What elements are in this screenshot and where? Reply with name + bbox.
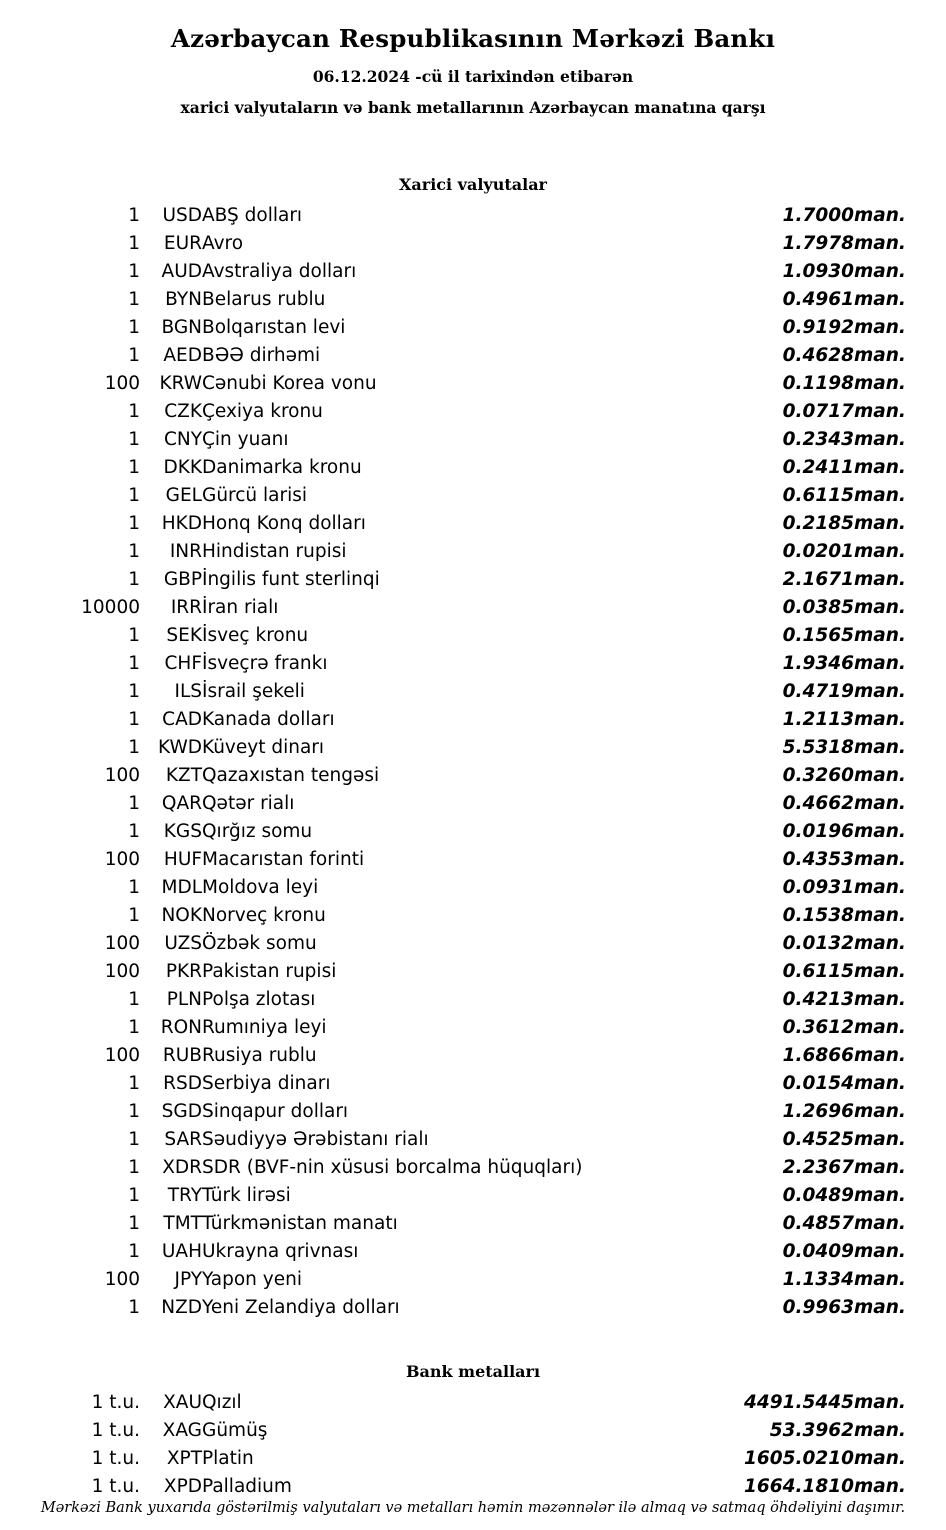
row-amount: 1 bbox=[128, 457, 140, 478]
table-row bbox=[30, 1070, 916, 1098]
row-amount: 100 bbox=[104, 373, 140, 394]
table-row bbox=[30, 258, 916, 286]
row-currency-name: Ukrayna qrivnası bbox=[202, 1241, 359, 1262]
row-unit: man. bbox=[854, 989, 906, 1010]
row-currency-name: Sinqapur dolları bbox=[202, 1101, 349, 1122]
table-row bbox=[30, 902, 916, 930]
table-row bbox=[30, 202, 916, 230]
table-row bbox=[30, 510, 916, 538]
page-title: Azərbaycan Respublikasının Mərkəzi Bankı bbox=[170, 24, 776, 53]
row-currency-code: GEL bbox=[165, 485, 202, 506]
row-currency-name: Rusiya rublu bbox=[202, 1045, 317, 1066]
row-rate: 0.9963 bbox=[782, 1297, 854, 1318]
row-unit: man. bbox=[854, 1420, 906, 1441]
row-rate: 2.1671 bbox=[782, 569, 854, 590]
row-unit: man. bbox=[854, 373, 906, 394]
row-amount: 1 bbox=[128, 653, 140, 674]
row-amount: 1 bbox=[128, 513, 140, 534]
row-currency-name: Norveç kronu bbox=[202, 905, 326, 926]
row-currency-name: Belarus rublu bbox=[202, 289, 326, 310]
row-currency-code: XDR bbox=[162, 1157, 202, 1178]
row-currency-name: Bolqarıstan levi bbox=[202, 317, 346, 338]
metal-rates-table bbox=[30, 1389, 916, 1501]
row-rate: 0.2411 bbox=[782, 457, 854, 478]
row-rate: 0.2185 bbox=[782, 513, 854, 534]
row-currency-code: CNY bbox=[163, 429, 202, 450]
table-row bbox=[30, 1417, 916, 1445]
row-rate: 0.9192 bbox=[782, 317, 854, 338]
table-row bbox=[30, 874, 916, 902]
row-rate: 1.0930 bbox=[782, 261, 854, 282]
row-unit: man. bbox=[854, 485, 906, 506]
row-currency-name: Serbiya dinarı bbox=[202, 1073, 331, 1094]
row-rate: 0.0717 bbox=[782, 401, 854, 422]
row-currency-name: Səudiyyə Ərəbistanı rialı bbox=[202, 1129, 429, 1150]
row-unit: man. bbox=[854, 429, 906, 450]
row-currency-name: Danimarka kronu bbox=[202, 457, 362, 478]
row-unit: man. bbox=[854, 737, 906, 758]
row-currency-code: EUR bbox=[163, 233, 202, 254]
table-row bbox=[30, 370, 916, 398]
row-amount: 1 bbox=[128, 1129, 140, 1150]
row-amount: 1 bbox=[128, 429, 140, 450]
row-currency-name: BƏƏ dirhəmi bbox=[202, 345, 321, 366]
row-unit: man. bbox=[854, 933, 906, 954]
section-title-currencies: Xarici valyutalar bbox=[399, 175, 547, 194]
table-row bbox=[30, 706, 916, 734]
row-currency-code: NOK bbox=[161, 905, 202, 926]
row-currency-code: XPD bbox=[163, 1476, 202, 1497]
row-rate: 0.6115 bbox=[782, 961, 854, 982]
row-rate: 1.6866 bbox=[782, 1045, 854, 1066]
row-currency-name: Gümüş bbox=[202, 1420, 268, 1441]
row-rate: 1664.1810 bbox=[743, 1476, 854, 1497]
table-row bbox=[30, 1266, 916, 1294]
row-amount: 1 bbox=[128, 261, 140, 282]
row-amount: 1 t.u. bbox=[91, 1392, 140, 1413]
row-unit: man. bbox=[854, 1101, 906, 1122]
table-row bbox=[30, 426, 916, 454]
row-currency-code: MDL bbox=[161, 877, 202, 898]
row-unit: man. bbox=[854, 1129, 906, 1150]
row-unit: man. bbox=[854, 765, 906, 786]
row-amount: 100 bbox=[104, 849, 140, 870]
row-amount: 100 bbox=[104, 765, 140, 786]
table-row bbox=[30, 1042, 916, 1070]
row-rate: 2.2367 bbox=[782, 1157, 854, 1178]
row-unit: man. bbox=[854, 877, 906, 898]
row-rate: 1.7978 bbox=[782, 233, 854, 254]
row-unit: man. bbox=[854, 541, 906, 562]
row-currency-code: BYN bbox=[165, 289, 202, 310]
row-currency-code: USD bbox=[162, 205, 202, 226]
row-unit: man. bbox=[854, 1017, 906, 1038]
row-unit: man. bbox=[854, 457, 906, 478]
currency-rates-table bbox=[30, 202, 916, 1322]
row-rate: 0.0931 bbox=[782, 877, 854, 898]
row-rate: 0.1538 bbox=[782, 905, 854, 926]
row-rate: 0.4719 bbox=[782, 681, 854, 702]
table-row bbox=[30, 566, 916, 594]
row-currency-name: İngilis funt sterlinqi bbox=[202, 569, 380, 590]
row-currency-name: Moldova leyi bbox=[202, 877, 319, 898]
row-currency-name: Qızıl bbox=[202, 1392, 242, 1413]
row-amount: 1 bbox=[128, 821, 140, 842]
table-row bbox=[30, 1210, 916, 1238]
row-rate: 0.3260 bbox=[782, 765, 854, 786]
row-rate: 0.4662 bbox=[782, 793, 854, 814]
row-rate: 1.9346 bbox=[782, 653, 854, 674]
row-rate: 1605.0210 bbox=[743, 1448, 854, 1469]
row-currency-name: Kanada dolları bbox=[202, 709, 335, 730]
row-currency-name: Rumıniya leyi bbox=[202, 1017, 327, 1038]
row-currency-name: İran rialı bbox=[202, 597, 279, 618]
row-currency-name: Özbək somu bbox=[202, 933, 317, 954]
row-currency-code: SAR bbox=[164, 1129, 202, 1150]
row-currency-name: Macarıstan forinti bbox=[202, 849, 365, 870]
row-unit: man. bbox=[854, 569, 906, 590]
row-rate: 0.4213 bbox=[782, 989, 854, 1010]
table-row bbox=[30, 846, 916, 874]
row-unit: man. bbox=[854, 345, 906, 366]
row-currency-name: Platin bbox=[202, 1448, 254, 1469]
row-currency-name: SDR (BVF-nin xüsusi borcalma hüquqları) bbox=[202, 1157, 583, 1178]
table-row bbox=[30, 1098, 916, 1126]
row-currency-code: PLN bbox=[166, 989, 202, 1010]
row-currency-code: BGN bbox=[161, 317, 202, 338]
row-rate: 0.0409 bbox=[782, 1241, 854, 1262]
row-rate: 53.3962 bbox=[769, 1420, 854, 1441]
row-amount: 1 bbox=[128, 877, 140, 898]
row-currency-code: HUF bbox=[163, 849, 202, 870]
table-row bbox=[30, 1238, 916, 1266]
row-rate: 0.0385 bbox=[782, 597, 854, 618]
row-amount: 1 t.u. bbox=[91, 1476, 140, 1497]
table-row bbox=[30, 230, 916, 258]
row-amount: 1 t.u. bbox=[91, 1420, 140, 1441]
row-unit: man. bbox=[854, 961, 906, 982]
row-rate: 0.2343 bbox=[782, 429, 854, 450]
row-rate: 0.4353 bbox=[782, 849, 854, 870]
row-currency-name: Polşa zlotası bbox=[202, 989, 316, 1010]
row-rate: 0.4525 bbox=[782, 1129, 854, 1150]
row-currency-code: AED bbox=[163, 345, 202, 366]
row-unit: man. bbox=[854, 653, 906, 674]
row-currency-code: UAH bbox=[161, 1241, 202, 1262]
row-currency-code: CAD bbox=[162, 709, 202, 730]
table-row bbox=[30, 818, 916, 846]
row-currency-code: KGS bbox=[163, 821, 202, 842]
row-currency-code: RON bbox=[160, 1017, 202, 1038]
row-amount: 100 bbox=[104, 933, 140, 954]
row-unit: man. bbox=[854, 261, 906, 282]
row-currency-name: Hindistan rupisi bbox=[202, 541, 347, 562]
row-amount: 1 bbox=[128, 1157, 140, 1178]
row-amount: 1 bbox=[128, 569, 140, 590]
table-row bbox=[30, 398, 916, 426]
row-unit: man. bbox=[854, 849, 906, 870]
row-currency-code: TRY bbox=[167, 1185, 202, 1206]
row-rate: 1.7000 bbox=[782, 205, 854, 226]
table-row bbox=[30, 1154, 916, 1182]
row-unit: man. bbox=[854, 1157, 906, 1178]
row-currency-code: XAG bbox=[162, 1420, 202, 1441]
row-unit: man. bbox=[854, 1185, 906, 1206]
row-rate: 0.0201 bbox=[782, 541, 854, 562]
row-rate: 4491.5445 bbox=[743, 1392, 854, 1413]
row-amount: 1 bbox=[128, 205, 140, 226]
table-row bbox=[30, 1014, 916, 1042]
row-currency-name: Çin yuanı bbox=[202, 429, 289, 450]
row-unit: man. bbox=[854, 597, 906, 618]
row-currency-code: SGD bbox=[161, 1101, 202, 1122]
table-row bbox=[30, 622, 916, 650]
table-row bbox=[30, 1445, 916, 1473]
row-amount: 1 bbox=[128, 317, 140, 338]
row-rate: 0.0196 bbox=[782, 821, 854, 842]
row-currency-code: CZK bbox=[164, 401, 202, 422]
row-amount: 1 bbox=[128, 401, 140, 422]
table-row bbox=[30, 734, 916, 762]
row-rate: 1.2113 bbox=[782, 709, 854, 730]
row-amount: 1 t.u. bbox=[91, 1448, 140, 1469]
section-title-metals: Bank metalları bbox=[405, 1362, 541, 1381]
row-unit: man. bbox=[854, 709, 906, 730]
table-row bbox=[30, 454, 916, 482]
row-currency-name: Küveyt dinarı bbox=[202, 737, 325, 758]
row-amount: 1 bbox=[128, 793, 140, 814]
row-currency-name: Cənubi Korea vonu bbox=[202, 373, 377, 394]
row-currency-name: ABŞ dolları bbox=[202, 205, 303, 226]
row-currency-code: AUD bbox=[161, 261, 202, 282]
row-currency-name: Çexiya kronu bbox=[202, 401, 323, 422]
row-currency-name: Honq Konq dolları bbox=[202, 513, 366, 534]
row-amount: 1 bbox=[128, 1185, 140, 1206]
row-rate: 0.0132 bbox=[782, 933, 854, 954]
row-unit: man. bbox=[854, 793, 906, 814]
row-amount: 1 bbox=[128, 485, 140, 506]
row-unit: man. bbox=[854, 1392, 906, 1413]
page-subtitle: xarici valyutaların və bank metallarının Azərbaycan manatına qarşı bbox=[180, 98, 766, 117]
row-unit: man. bbox=[854, 513, 906, 534]
row-unit: man. bbox=[854, 317, 906, 338]
row-amount: 1 bbox=[128, 625, 140, 646]
row-rate: 0.1565 bbox=[782, 625, 854, 646]
table-row bbox=[30, 594, 916, 622]
row-currency-name: İsrail şekeli bbox=[202, 681, 305, 702]
row-currency-code: JPY bbox=[174, 1269, 202, 1290]
row-unit: man. bbox=[854, 1073, 906, 1094]
row-currency-code: KZT bbox=[165, 765, 202, 786]
row-rate: 0.0489 bbox=[782, 1185, 854, 1206]
row-currency-name: Türkmənistan manatı bbox=[202, 1213, 398, 1234]
row-amount: 1 bbox=[128, 905, 140, 926]
table-row bbox=[30, 790, 916, 818]
row-currency-name: Türk lirəsi bbox=[202, 1185, 291, 1206]
row-currency-code: INR bbox=[169, 541, 202, 562]
row-currency-name: İsveç kronu bbox=[202, 625, 309, 646]
table-row bbox=[30, 1126, 916, 1154]
table-row bbox=[30, 958, 916, 986]
row-amount: 100 bbox=[104, 961, 140, 982]
row-currency-code: DKK bbox=[163, 457, 202, 478]
row-amount: 100 bbox=[104, 1269, 140, 1290]
table-row bbox=[30, 678, 916, 706]
row-amount: 1 bbox=[128, 1101, 140, 1122]
table-row bbox=[30, 314, 916, 342]
row-currency-code: CHF bbox=[164, 653, 202, 674]
row-amount: 1 bbox=[128, 709, 140, 730]
table-row bbox=[30, 762, 916, 790]
row-unit: man. bbox=[854, 401, 906, 422]
footnote: Mərkəzi Bank yuxarıda göstərilmiş valyutaları və metalları həmin məzənnələr ilə almaq və satmaq öhdəliyini daşımır. bbox=[40, 1500, 906, 1516]
row-amount: 1 bbox=[128, 737, 140, 758]
row-unit: man. bbox=[854, 625, 906, 646]
row-currency-name: İsveçrə frankı bbox=[202, 653, 328, 674]
row-amount: 1 bbox=[128, 345, 140, 366]
row-currency-name: Palladium bbox=[202, 1476, 292, 1497]
table-row bbox=[30, 538, 916, 566]
row-currency-code: ILS bbox=[174, 681, 202, 702]
row-currency-code: RSD bbox=[163, 1073, 202, 1094]
row-currency-code: HKD bbox=[161, 513, 202, 534]
row-currency-code: KRW bbox=[159, 373, 202, 394]
row-unit: man. bbox=[854, 233, 906, 254]
row-rate: 1.2696 bbox=[782, 1101, 854, 1122]
row-currency-code: QAR bbox=[161, 793, 202, 814]
row-currency-code: GBP bbox=[163, 569, 202, 590]
row-unit: man. bbox=[854, 1241, 906, 1262]
row-rate: 0.3612 bbox=[782, 1017, 854, 1038]
table-row bbox=[30, 650, 916, 678]
row-amount: 1 bbox=[128, 289, 140, 310]
currency-rows bbox=[30, 202, 916, 1322]
row-rate: 1.1334 bbox=[782, 1269, 854, 1290]
row-amount: 1 bbox=[128, 541, 140, 562]
table-row bbox=[30, 1182, 916, 1210]
row-currency-name: Qazaxıstan tengəsi bbox=[202, 765, 380, 786]
table-row bbox=[30, 986, 916, 1014]
row-rate: 0.4628 bbox=[782, 345, 854, 366]
metal-rows bbox=[30, 1389, 916, 1501]
row-currency-name: Gürcü larisi bbox=[202, 485, 308, 506]
row-unit: man. bbox=[854, 1213, 906, 1234]
row-currency-code: KWD bbox=[157, 737, 202, 758]
row-rate: 0.4857 bbox=[782, 1213, 854, 1234]
row-currency-name: Avstraliya dolları bbox=[202, 261, 357, 282]
row-amount: 1 bbox=[128, 1017, 140, 1038]
row-unit: man. bbox=[854, 1045, 906, 1066]
row-currency-name: Pakistan rupisi bbox=[202, 961, 337, 982]
row-rate: 0.6115 bbox=[782, 485, 854, 506]
row-currency-code: XAU bbox=[163, 1392, 202, 1413]
row-currency-code: IRR bbox=[170, 597, 202, 618]
row-currency-code: SEK bbox=[166, 625, 202, 646]
row-rate: 0.4961 bbox=[782, 289, 854, 310]
row-currency-name: Yapon yeni bbox=[202, 1269, 302, 1290]
row-currency-code: PKR bbox=[165, 961, 202, 982]
row-unit: man. bbox=[854, 681, 906, 702]
row-amount: 1 bbox=[128, 1213, 140, 1234]
row-currency-name: Qətər rialı bbox=[202, 793, 295, 814]
row-unit: man. bbox=[854, 1269, 906, 1290]
row-amount: 1 bbox=[128, 1241, 140, 1262]
row-currency-code: UZS bbox=[164, 933, 202, 954]
row-rate: 5.5318 bbox=[782, 737, 854, 758]
row-currency-code: RUB bbox=[162, 1045, 202, 1066]
row-unit: man. bbox=[854, 821, 906, 842]
table-row bbox=[30, 1389, 916, 1417]
row-currency-code: NZD bbox=[161, 1297, 202, 1318]
row-currency-name: Qırğız somu bbox=[202, 821, 313, 842]
row-unit: man. bbox=[854, 1297, 906, 1318]
table-row bbox=[30, 286, 916, 314]
effective-date-line: 06.12.2024 -cü il tarixindən etibarən bbox=[312, 67, 634, 86]
row-currency-code: TMT bbox=[163, 1213, 202, 1234]
row-currency-name: Yeni Zelandiya dolları bbox=[202, 1297, 400, 1318]
row-amount: 1 bbox=[128, 989, 140, 1010]
row-unit: man. bbox=[854, 1476, 906, 1497]
row-unit: man. bbox=[854, 205, 906, 226]
table-row bbox=[30, 1294, 916, 1322]
row-unit: man. bbox=[854, 905, 906, 926]
table-row bbox=[30, 342, 916, 370]
row-currency-name: Avro bbox=[202, 233, 244, 254]
row-unit: man. bbox=[854, 1448, 906, 1469]
row-amount: 1 bbox=[128, 233, 140, 254]
row-amount: 1 bbox=[128, 1073, 140, 1094]
table-row bbox=[30, 930, 916, 958]
row-amount: 10000 bbox=[81, 597, 140, 618]
row-rate: 0.1198 bbox=[782, 373, 854, 394]
row-amount: 1 bbox=[128, 1297, 140, 1318]
row-currency-code: XPT bbox=[166, 1448, 202, 1469]
table-row bbox=[30, 1473, 916, 1501]
table-row bbox=[30, 482, 916, 510]
row-unit: man. bbox=[854, 289, 906, 310]
row-amount: 1 bbox=[128, 681, 140, 702]
row-amount: 100 bbox=[104, 1045, 140, 1066]
row-rate: 0.0154 bbox=[782, 1073, 854, 1094]
